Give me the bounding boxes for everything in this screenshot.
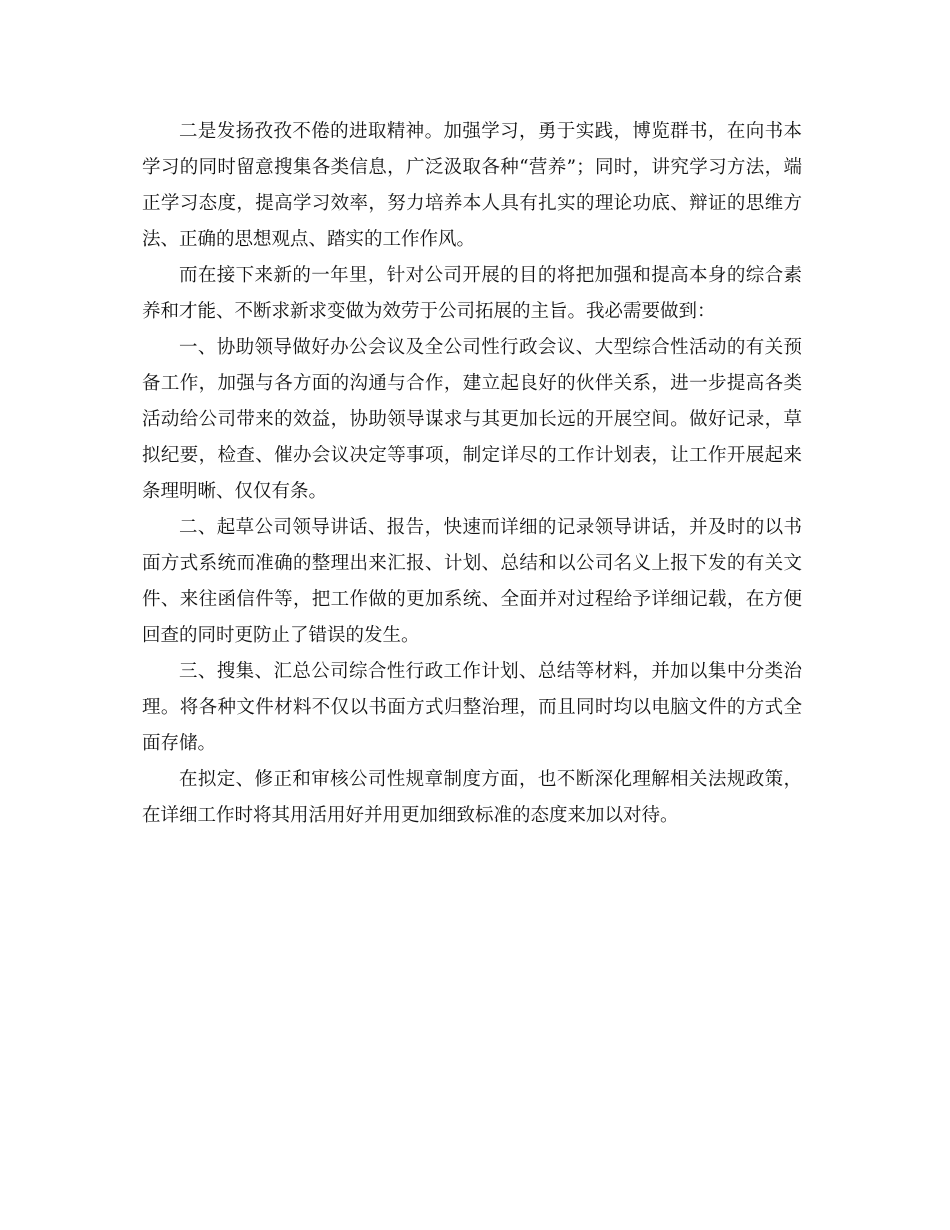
paragraph-item-one: 一、协助领导做好办公会议及全公司性行政会议、大型综合性活动的有关预备工作，加强与各方面的沟通与合作，建立起良好的伙伴关系，进一步提高各类活动给公司带来的效益，协助领导谋求与其更加长远的开展空间。做好记录，草拟纪要，检查、催办会议决定等事项，制定详尽的工作计划表，让工作开展起来条理明晰、仅仅有条。 [142, 337, 802, 502]
document-body [142, 114, 802, 834]
paragraph-regulations: 在拟定、修正和审核公司性规章制度方面，也不断深化理解相关法规政策，在详细工作时将其用活用好并用更加细致标准的态度来加以对待。 [142, 769, 802, 826]
paragraph-item-two: 二、起草公司领导讲话、报告，快速而详细的记录领导讲话，并及时的以书面方式系统而准确的整理出来汇报、计划、总结和以公司名义上报下发的有关文件、来往函信件等，把工作做的更加系统、全面并对过程给予详细记载，在方便回查的同时更防止了错误的发生。 [142, 517, 802, 646]
paragraph-progress-spirit: 二是发扬孜孜不倦的进取精神。加强学习，勇于实践，博览群书，在向书本学习的同时留意搜集各类信息，广泛汲取各种“营养”；同时，讲究学习方法，端正学习态度，提高学习效率，努力培养本人具有扎实的理论功底、辩证的思维方法、正确的思想观点、踏实的工作作风。 [142, 121, 802, 250]
paragraph-item-three: 三、搜集、汇总公司综合性行政工作计划、总结等材料，并加以集中分类治理。将各种文件材料不仅以书面方式归整治理，而且同时均以电脑文件的方式全面存储。 [142, 661, 802, 754]
paragraph-new-year-goal: 而在接下来新的一年里，针对公司开展的目的将把加强和提高本身的综合素养和才能、不断求新求变做为效劳于公司拓展的主旨。我必需要做到： [142, 265, 802, 322]
